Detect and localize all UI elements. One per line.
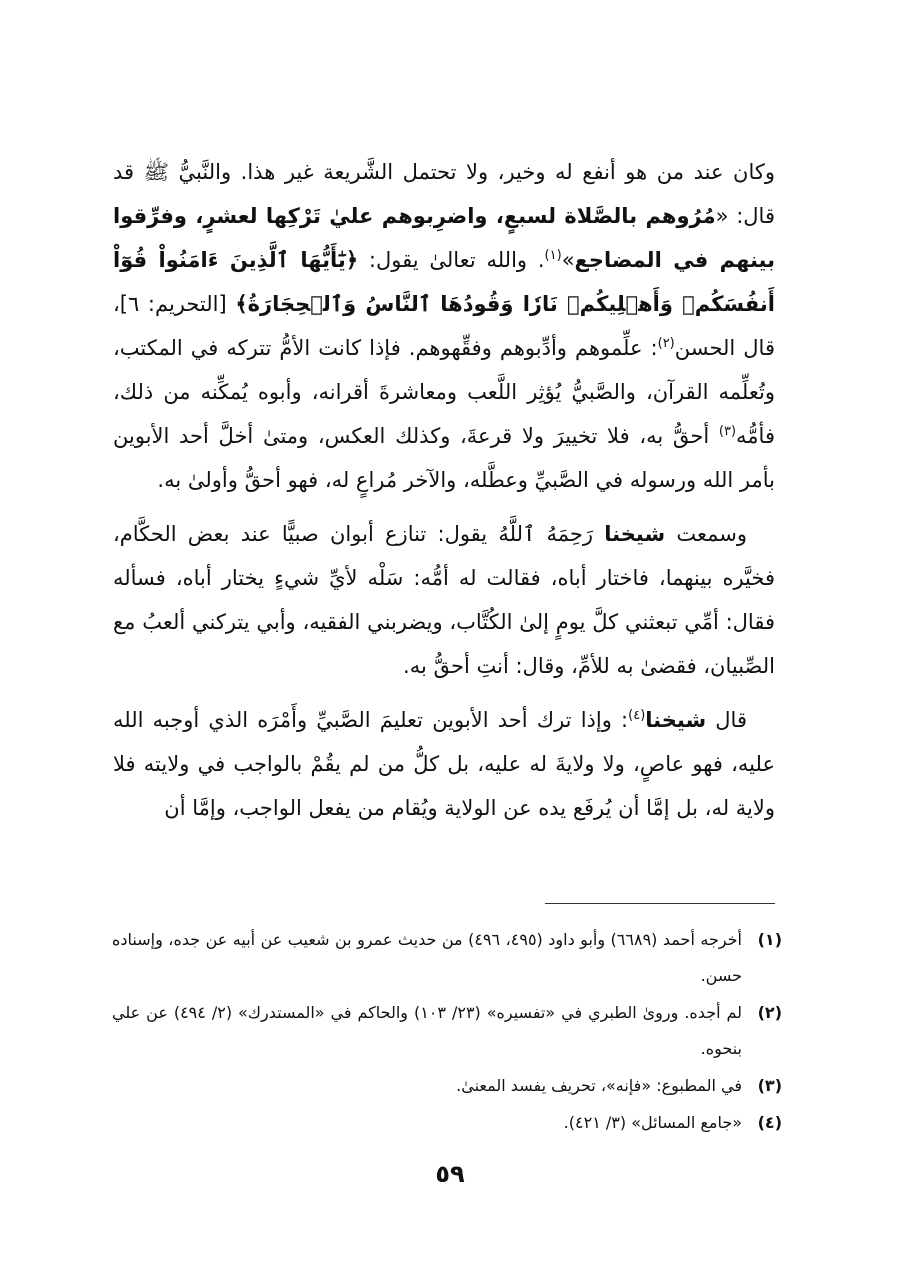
main-text [113,150,775,840]
footnote-text: «جامع المسائل» (٣/ ٤٢١). [563,1113,742,1132]
p2-text-3: رَحِمَهُ ٱللَّهُ يقول: تنازع أبوان صبيًّا عند بعض الحكَّام، فخيَّره بينهما، فاختار أباه، فقالت له أمُّه: سَلْه لأيِّ شيءٍ يختار أباه، فسأله فقال: أمِّي تبعثني كلَّ يومٍ إلىٰ الكُتَّاب، ويضربني الفقيه، وأبي يتركني ألعبُ مع الصِّبيان، فقضىٰ به للأمِّ، وقال: أنتِ أحقُّ به. [113,522,775,678]
footnote-1 [112,922,782,994]
footnote-ref-3[interactable]: (٣) [718,424,737,439]
footnote-text: لم أجده. وروىٰ الطبري في «تفسيره» (٢٣/ ١٠٣) والحاكم في «المستدرك» (٢/ ٤٩٤) عن علي بنحوه. [112,1003,743,1058]
p3-sheikh: شيخنا [645,708,707,732]
footnote-divider [545,903,775,904]
p1-text-5: [التحريم: ٦]، قال الحسن [113,292,775,360]
p2-text-1: وسمعت [665,522,747,546]
quran-verse: ﴿يَٰٓأَيُّهَا ٱلَّذِينَ ءَامَنُواْ قُوٓاْ أَنفُسَكُمۡ وَأَهۡلِيكُمۡ نَارٗا وَقُودُهَا ٱلنَّاسُ وَٱلۡحِجَارَةُ﴾ [113,248,775,316]
footnote-number: (٢) [757,1003,782,1022]
hadith-quote: مُرُوهم بالصَّلاة لسبعٍ، واضرِبوهم عليٰ تَرْكِها لعشرٍ، وفرِّقوا بينهم في المضاجع [113,204,776,272]
footnote-number: (٤) [757,1113,782,1132]
footnote-ref-4[interactable]: (٤) [628,708,646,723]
footnote-4 [112,1105,782,1141]
p3-text-3: : وإذا ترك أحد الأبوين تعليمَ الصَّبيِّ وأَمْرَه الذي أوجبه الله عليه، فهو عاصٍ، ولا ولايةَ له عليه، بل كلُّ من لم يقُمْ بالواجب في ولايته فلا ولاية له، بل إمَّا أن يُرفَع يده عن الولاية ويُقام من يفعل الواجب، وإمَّا أن [113,708,775,820]
footnote-2 [112,995,782,1067]
footnote-text: في المطبوع: «فإنه»، تحريف يفسد المعنىٰ. [456,1076,742,1095]
p3-text-1: قال [706,708,747,732]
page-number: ٥٩ [435,1160,465,1188]
footnote-3 [112,1068,782,1104]
p1-text-1: وكان عند من هو أنفع له وخير، ولا تحتمل الشَّريعة غير هذا. والنَّبيُّ ﷺ قد قال: « [113,160,775,228]
paragraph-2 [113,512,775,688]
p1-text-3: » [561,248,575,272]
footnote-number: (١) [757,930,782,949]
footnote-ref-2[interactable]: (٢) [657,336,675,351]
footnote-text: أخرجه أحمد (٦٦٨٩) وأبو داود (٤٩٥، ٤٩٦) من حديث عمرو بن شعيب عن أبيه عن جده، وإسناده حسن. [112,930,742,985]
p1-text-7: أحقُّ به، فلا تخييرَ ولا قرعةَ، وكذلك العكس، ومتىٰ أخلَّ أحد الأبوين بأمر الله ورسوله في الصَّبيِّ وعطَّله، والآخر مُراعٍ له، فهو أحقُّ وأولىٰ به. [113,424,775,492]
footnotes [112,922,782,1142]
footnote-ref-1[interactable]: (١) [544,248,562,263]
p2-sheikh: شيخنا [604,522,666,546]
p1-text-6: : علِّموهم وأدِّبوهم وفقِّهوهم. فإذا كانت الأمُّ تتركه في المكتب، وتُعلِّمه القرآن، والصَّبيُّ يُؤثِر اللَّعب ومعاشرةَ أقرانه، وأبوه يُمكِّنه من ذلك، فأمُّه [113,336,775,448]
p1-text-4: . والله تعالىٰ يقول: [358,248,545,272]
paragraph-3 [113,698,775,830]
footnote-number: (٣) [757,1076,782,1095]
paragraph-1 [113,150,775,502]
